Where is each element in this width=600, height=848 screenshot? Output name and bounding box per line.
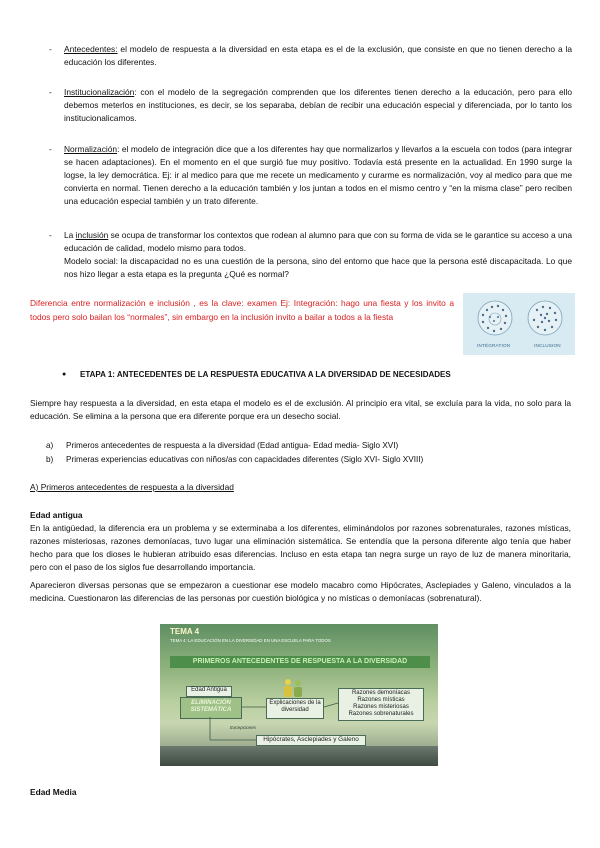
- slide-edad-antigua-box: Edad Antigua: [186, 686, 232, 697]
- list-marker: a): [46, 441, 54, 450]
- intro-paragraph: Siempre hay respuesta a la diversidad, en esta etapa el modelo es el de exclusión. Al principio era vital, se excluía para la vida, no solo para la educación. Se elimina a la persona que era diferente porque era un desecho social.: [30, 398, 571, 421]
- bullet-dash: -: [49, 87, 52, 97]
- razon-item: Razones místicas: [357, 697, 405, 703]
- edad-antigua-heading: Edad antigua: [30, 510, 83, 520]
- etapa-heading: ETAPA 1: ANTECEDENTES DE LA RESPUESTA EDUCATIVA A LA DIVERSIDAD DE NECESIDADES: [80, 370, 451, 379]
- bullet-dash: -: [49, 230, 52, 240]
- label-integration: INTÉGRATION: [477, 343, 511, 348]
- slide-banner: PRIMEROS ANTECEDENTES DE RESPUESTA A LA DIVERSIDAD: [170, 656, 430, 668]
- term-antecedentes: Antecedentes:: [64, 44, 118, 54]
- bullet-inclusion-text: se ocupa de transformar los contextos que rodean al alumno para que con su forma de vida se le garantice su acceso a una educación de calidad, modelo mismo para todos.: [64, 230, 572, 253]
- inclusion-prefix: La: [64, 230, 76, 240]
- list-text: Primeras experiencias educativas con niños/as con capacidades diferentes (Siglo XVI- Siglo XVIII): [66, 455, 424, 464]
- bullet-antecedentes: [64, 43, 572, 69]
- bullet-inclusion: [64, 229, 572, 281]
- list-text: Primeros antecedentes de respuesta a la diversidad (Edad antigua- Edad media- Siglo XVI): [66, 441, 399, 450]
- slide-autores-box: Hipócrates, Asclepiades y Galeno: [256, 735, 366, 746]
- edad-antigua-paragraph-2: Aparecieron diversas personas que se empezaron a cuestionar ese modelo macabro como Hipócrates, Asclepiades y Galeno, vinculados a la medicina. Cuestionaron las diferencias de las personas por cuestión biológica y no místicas o demoníacas (sobrenatural).: [30, 580, 571, 603]
- list-marker: b): [46, 455, 54, 464]
- term-inclusion: inclusión: [75, 230, 109, 240]
- slide-excepciones: Excepciones: [230, 725, 257, 730]
- razon-item: Razones misteriosas: [353, 704, 409, 710]
- term-normalizacion: Normalización: [64, 144, 118, 154]
- edad-media-heading: Edad Media: [30, 787, 77, 797]
- section-a-heading: [30, 481, 234, 494]
- label-inclusion: INCLUSION: [534, 343, 561, 348]
- bullet-institucionalizacion-text: : con el modelo de la segregación comprenden que los diferentes tienen derecho a la educación, pero para ello debemos meterlos en instituciones, es decir, se los separaba, debían de recibir una educación especial y diferenciada, por lo tanto los institucionalicamos.: [64, 87, 572, 123]
- razon-item: Razones demoníacas: [351, 690, 411, 696]
- slide-eliminacion-box: ELIMINACIÓN SISTEMÁTICA: [180, 697, 242, 719]
- slide-photo: [160, 624, 438, 766]
- section-a-heading-text: A) Primeros antecedentes de respuesta a la diversidad: [30, 482, 234, 492]
- list-item: [46, 453, 423, 466]
- red-note: Diferencia entre normalización e inclusión , es la clave: examen Ej: Integración: hago una fiesta y los invito a todos pero solo bailan los “normales”, sin embargo en la inclusión invito a bailar a todos a la fiesta: [30, 298, 454, 322]
- bullet-normalizacion-text: : el modelo de integración dice que a los diferentes hay que normalizarlos y llevarlos a la escuela con todos (para integrar se hacen adaptaciones). En el momento en el que surgió fue muy positivo. Todavía está presente en la actualidad. En 1990 surge la logse, la ley democrática. Ej: ir al medico para que me recete un medicamento y curarme es normalización, voy al medico para que me convierta en normal. Tienen derecho a la educación también y los juntan a todos en el mismo centro y “en la misma clase” pero reciben una educación especial también y un trato diferente.: [64, 144, 572, 206]
- bullet-institucionalizacion: [64, 86, 572, 125]
- slide-bottom-shadow: [160, 746, 438, 766]
- bullet-antecedentes-text: el modelo de respuesta a la diversidad en esta etapa es el de la exclusión, que consiste en que no tienen derecho a la educación los diferentes.: [64, 44, 572, 67]
- edad-antigua-paragraph-1: En la antigüedad, la diferencia era un problema y se exterminaba a los diferentes, eliminándolos por razones sobrenaturales, razones místicas, razones misteriosas, razones demoníacas, tuvo lugar una eliminación sistemática. Se entendía que la persona diferente algo tenía que haber hecho para que los dioses le hubieran atribuido esas diferencias. Incluso en esta etapa tan negra surge un rayo de luz de manera minoritaria, pero con el paso de los siglos fue desarrollando importancia.: [30, 523, 571, 572]
- bullet-dot-icon: ●: [62, 371, 67, 378]
- list-item: [46, 439, 398, 452]
- bullet-dash: -: [49, 44, 52, 54]
- bullet-inclusion-text2: Modelo social: la discapacidad no es una cuestión de la persona, sino del entorno que hace que la persona esté discapacitada. Lo que nos hizo llegar a esta etapa es la pregunta ¿Qué es normal?: [64, 256, 572, 279]
- razon-item: Razones sobrenaturales: [348, 711, 414, 717]
- term-institucionalizacion: Institucionalización: [64, 87, 135, 97]
- bullet-dash: -: [49, 144, 52, 154]
- slide-subtitle: TEMA 4: LA EDUCACIÓN EN LA DIVERSIDAD EN UNA ESCUELA PARA TODOS: [170, 638, 331, 643]
- integration-inclusion-image: [463, 293, 575, 355]
- slide-tema: TEMA 4: [170, 627, 200, 636]
- bullet-normalizacion: [64, 143, 572, 208]
- slide-explicaciones-box: Explicaciones de la diversidad: [266, 698, 324, 719]
